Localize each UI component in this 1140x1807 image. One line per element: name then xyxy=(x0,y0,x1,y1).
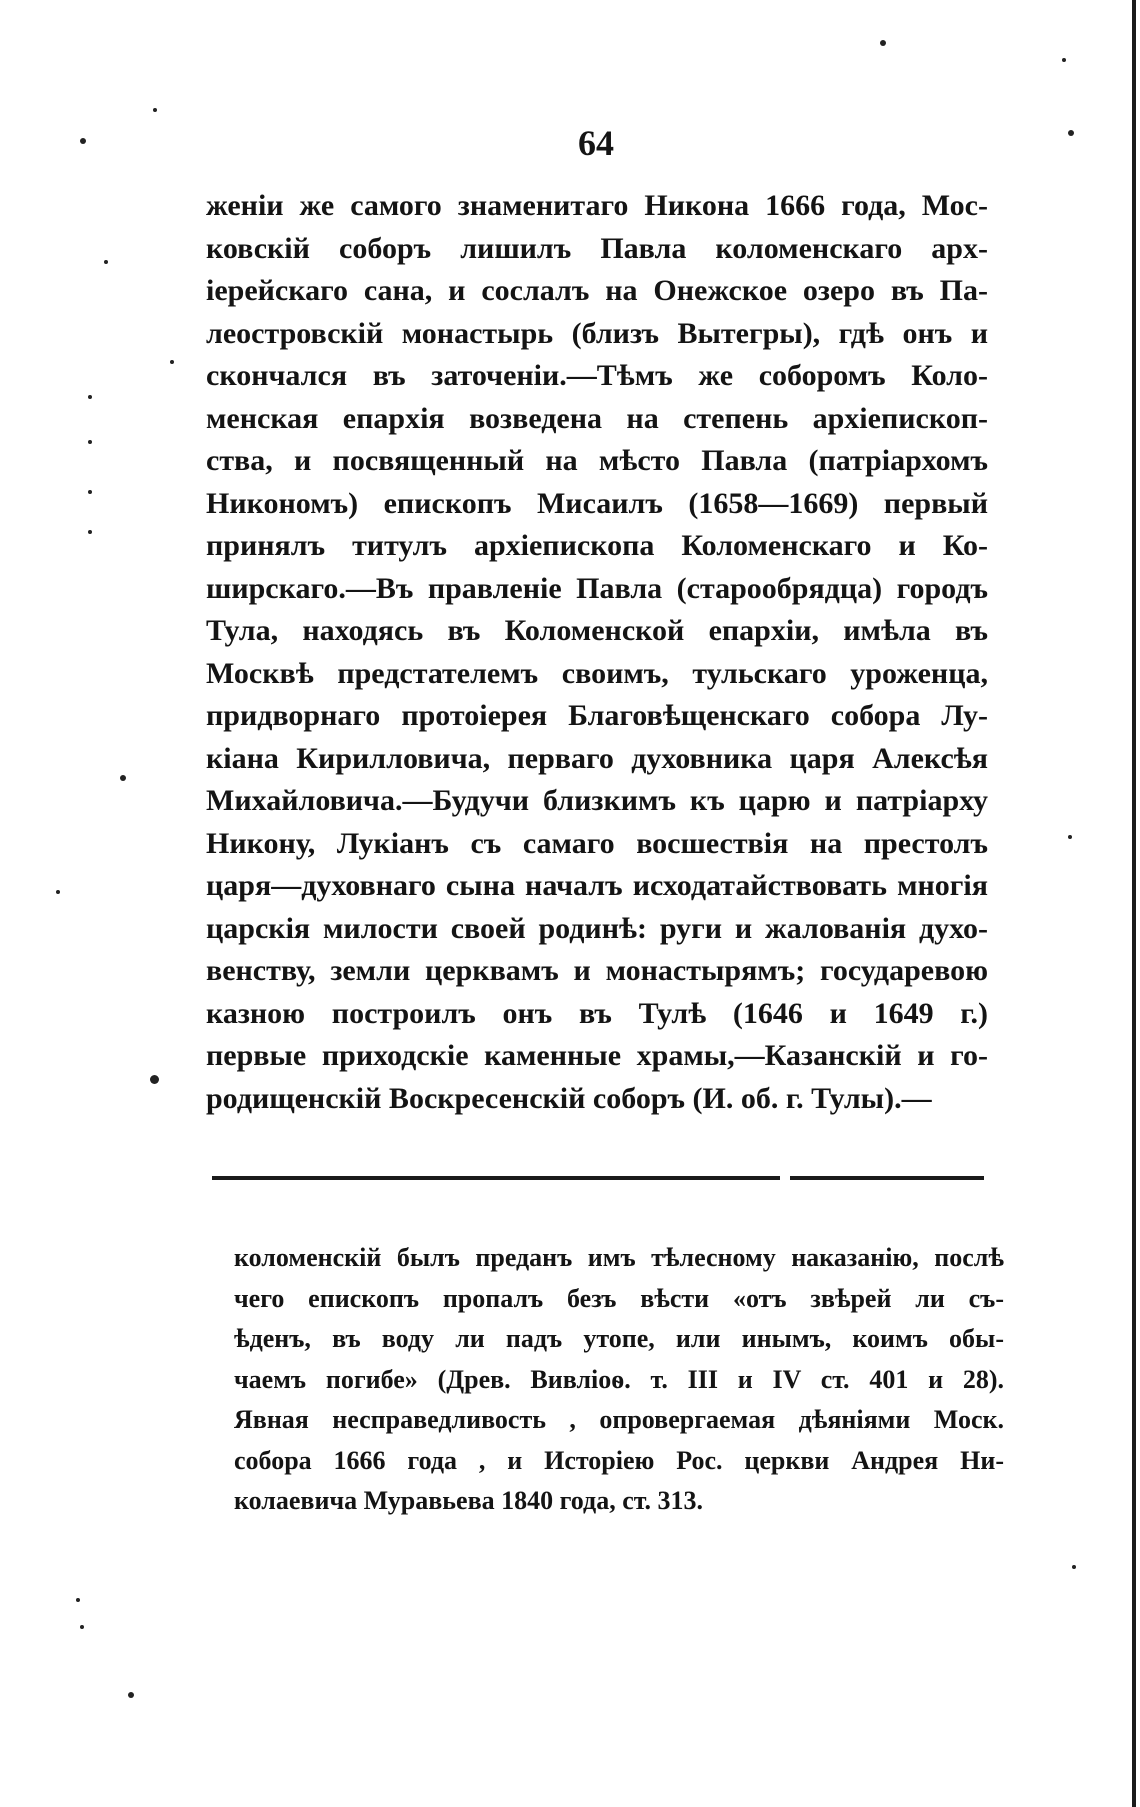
main-text-block xyxy=(206,185,988,1120)
footnote-line: колаевича Муравьева 1840 года, ст. 313. xyxy=(234,1486,704,1515)
main-text-line: леостровскій монастырь (близъ Вытегры), гдѣ онъ и xyxy=(206,316,988,350)
scan-speck xyxy=(1072,1565,1076,1569)
main-text-line: Михайловича.—Будучи близкимъ къ царю и патріарху xyxy=(206,784,988,817)
scan-speck xyxy=(76,1598,80,1602)
main-text-line: венству, земли церквамъ и монастырямъ; государевою xyxy=(206,954,988,987)
page-number: 64 xyxy=(578,123,614,163)
scan-speck xyxy=(104,260,108,264)
footnote-line: чего епископъ пропалъ безъ вѣсти «отъ звѣрей ли съ- xyxy=(234,1283,1004,1313)
footnote-line: коломенскій былъ преданъ имъ тѣлесному наказанію, послѣ xyxy=(234,1243,1004,1272)
scan-speck xyxy=(88,440,92,444)
scan-speck xyxy=(170,360,174,364)
main-text-line: ства, и посвященный на мѣсто Павла (патріархомъ xyxy=(206,444,988,477)
main-text-line: царскія милости своей родинѣ: руги и жалованія духо- xyxy=(206,911,988,945)
main-text-line: принялъ титулъ архіепископа Коломенскаго и Ко- xyxy=(206,529,988,562)
scan-speck xyxy=(1068,130,1074,136)
main-text-line: Никономъ) епископъ Мисаилъ (1658—1669) первый xyxy=(206,486,988,520)
separator-segment xyxy=(790,1176,984,1180)
main-text-line: казною построилъ онъ въ Тулѣ (1646 и 1649 г.) xyxy=(206,996,988,1030)
main-text-line: скончался въ заточеніи.—Тѣмъ же соборомъ Коло- xyxy=(206,359,988,392)
footnote-line: собора 1666 года , и Исторіею Рос. церкви Андрея Ни- xyxy=(234,1445,1004,1475)
scan-speck xyxy=(120,775,126,781)
scan-speck xyxy=(1062,58,1066,62)
main-text-line: Никону, Лукіанъ съ самаго восшествія на престолъ xyxy=(206,826,988,860)
scan-speck xyxy=(80,138,86,144)
separator-segment xyxy=(212,1176,780,1180)
main-text-line: родищенскій Воскресенскій соборъ (И. об. г. Тулы).— xyxy=(206,1081,932,1115)
scan-speck xyxy=(128,1692,134,1698)
main-text-line: ковскій соборъ лишилъ Павла коломенскаго арх- xyxy=(206,231,988,265)
main-text-line: менская епархія возведена на степень архіепископ- xyxy=(206,401,988,435)
scan-speck xyxy=(56,890,60,894)
main-text-line: кіана Кирилловича, перваго духовника царя Алексѣя xyxy=(206,741,988,775)
main-text-line: царя—духовнаго сына началъ исходатайствовать многія xyxy=(206,869,988,902)
main-text-line: придворнаго протоіерея Благовѣщенскаго собора Лу- xyxy=(206,699,988,732)
footnote-line: Явная несправедливость , опровергаемая дѣяніями Моск. xyxy=(234,1405,1004,1434)
footnote-line: ѣденъ, въ воду ли падъ утопе, или инымъ, коимъ обы- xyxy=(234,1324,1004,1353)
footnote-block xyxy=(234,1238,1004,1522)
scan-speck xyxy=(80,1625,84,1629)
main-text-line: Тула, находясь въ Коломенской епархіи, имѣла въ xyxy=(206,614,988,647)
main-text-line: ширскаго.—Въ правленіе Павла (старообрядца) городъ xyxy=(206,571,988,605)
main-text-line: іерейскаго сана, и сослалъ на Онежское озеро въ Па- xyxy=(206,274,988,307)
scan-speck xyxy=(88,530,92,534)
scan-speck xyxy=(880,40,886,46)
footnote-separator-rule xyxy=(212,1176,984,1180)
main-text-line: женіи же самого знаменитаго Никона 1666 года, Мос- xyxy=(206,189,988,222)
main-text-line: Москвѣ предстателемъ своимъ, тульскаго уроженца, xyxy=(206,656,988,690)
footnote-line: чаемъ погибе» (Древ. Вивліоѳ. т. III и IV ст. 401 и 28). xyxy=(234,1364,1004,1394)
scan-speck xyxy=(88,490,92,494)
main-text-line: первые приходскіе каменные храмы,—Казанскій и го- xyxy=(206,1039,988,1072)
scan-speck xyxy=(88,395,92,399)
scan-speck xyxy=(1068,835,1072,839)
scan-speck xyxy=(150,1075,159,1084)
scan-speck xyxy=(153,108,157,112)
page-edge-border xyxy=(1132,0,1136,1807)
